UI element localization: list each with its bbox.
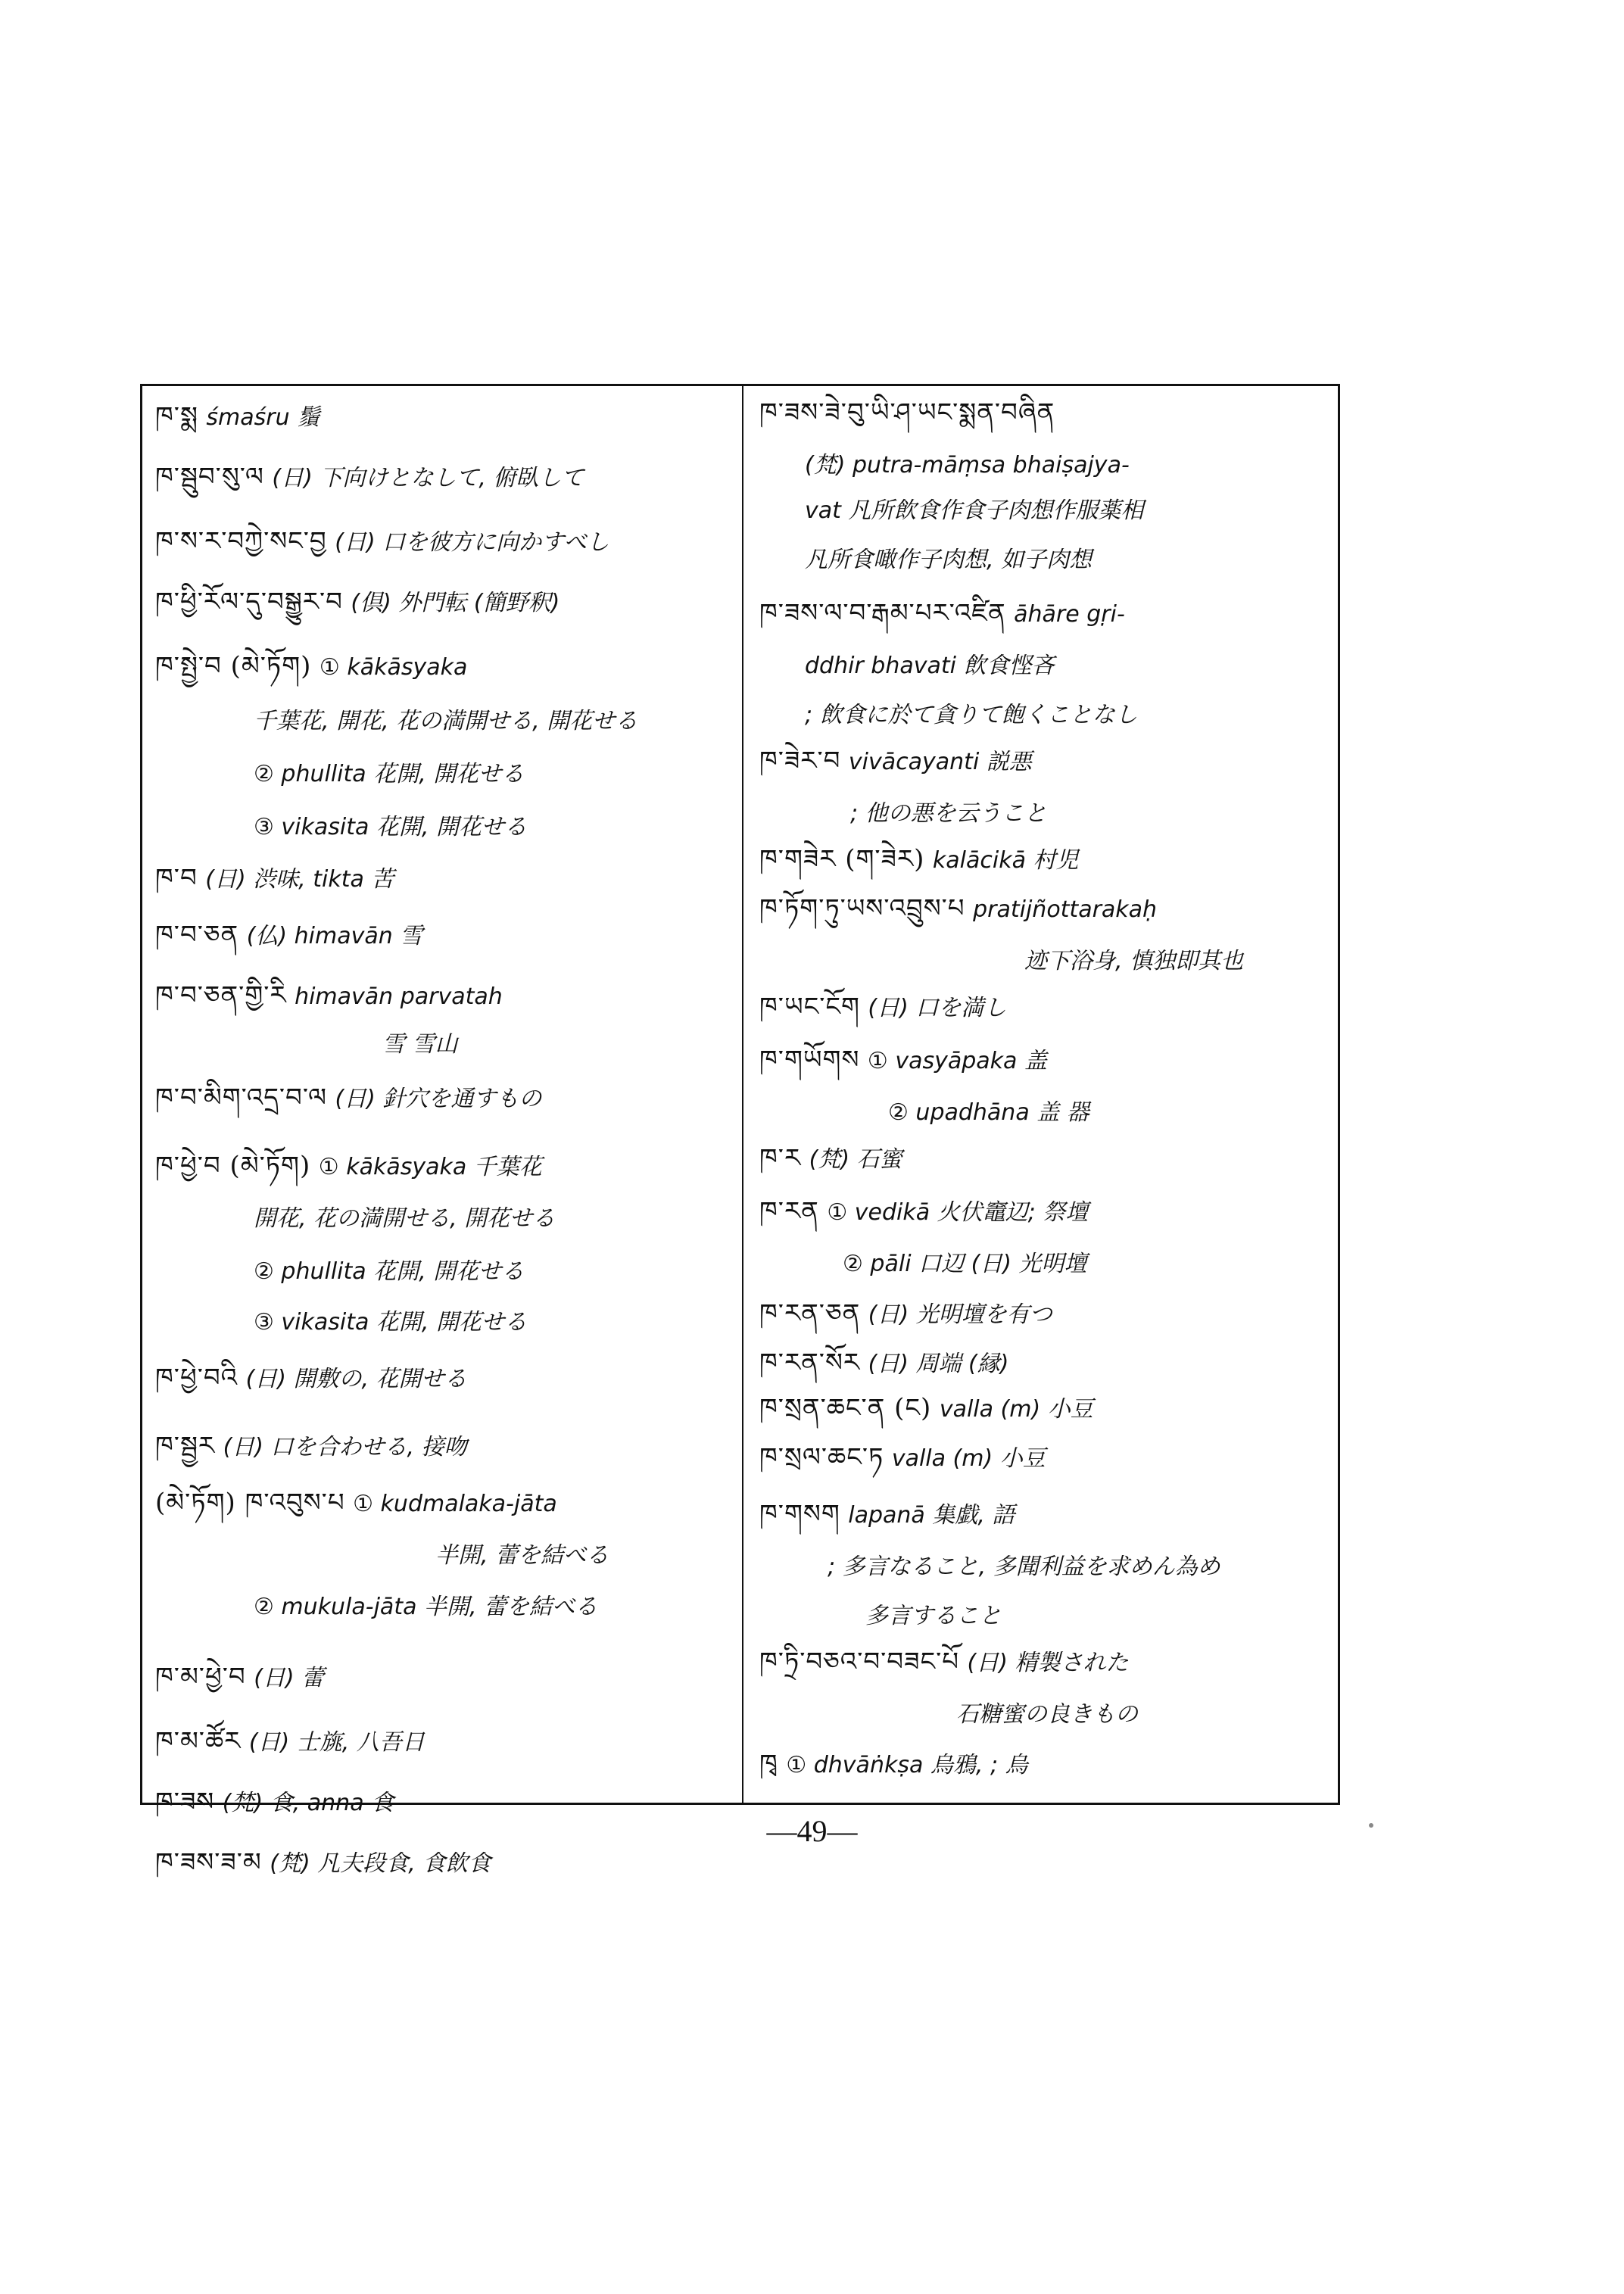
left-dictionary-entry [155,526,609,558]
left-continuation: ③ vikasita 花開, 開花せる [254,814,527,840]
entry-gloss: ① kākāsyaka [319,654,468,681]
tibetan-headword: ཁ་སྨ [155,401,198,432]
tibetan-headword: ཁ་ཟེར་བ [759,746,841,776]
entry-gloss: ① kākāsyaka 千葉花 [318,1154,542,1180]
left-continuation: 半開, 蕾を結べる [435,1542,609,1569]
right-dictionary-entry [759,1647,1128,1678]
right-dictionary-entry [759,1348,1008,1379]
right-continuation: ② upadhāna 盖 器 [888,1099,1089,1126]
tibetan-headword: ཁ་སྲན་ཆང་ན (ང) [759,1393,932,1423]
entry-gloss: (梵) 凡夫段食, 食飲食 [270,1850,491,1877]
right-dictionary-entry [759,1298,1052,1330]
right-continuation: 多言すること [865,1603,1002,1629]
right-dictionary-entry [759,397,1055,429]
right-continuation: (梵) putra-māṃsa bhaiṣajya- [805,452,1130,478]
right-dictionary-entry [759,1045,1047,1077]
entry-gloss: ① vasyāpaka 盖 [867,1048,1047,1074]
entry-gloss: lapanā 集戯, 語 [848,1502,1015,1529]
left-dictionary-entry [155,1151,542,1183]
left-continuation: ③ vikasita 花開, 開花せる [254,1309,527,1336]
entry-gloss: (仏) himavān 雪 [246,923,423,949]
tibetan-headword: ཁ་གཟེར (ག་ཟེར) [759,844,925,874]
entry-gloss: (日) 光明壇を有つ [868,1301,1052,1328]
entry-gloss: vivācayanti 説悪 [848,749,1032,775]
left-continuation: 千葉花, 開花, 花の満開せる, 開花せる [254,708,638,734]
entry-gloss: (梵) 石蜜 [809,1146,902,1173]
entry-gloss: himavān parvatah [295,983,503,1010]
entry-gloss: (日) 蕾 [254,1665,325,1691]
left-dictionary-entry [155,401,320,433]
entry-gloss: ① dhvāṅkṣa 烏鴉, ; 烏 [786,1752,1028,1778]
left-continuation: ② phullita 花開, 開花せる [254,761,525,787]
left-dictionary-entry [155,1847,491,1879]
tibetan-headword: ཁ་ཟས་ཟེ་བུ་ཡི་ཤ་ཡང་སྨན་བཞིན [759,397,1055,428]
left-dictionary-entry [155,1488,557,1519]
entry-gloss: kalācikā 村児 [932,847,1079,874]
tibetan-headword: ཁ་ཕྱེ་བའི [155,1363,238,1393]
tibetan-headword: ཁ་ར [759,1143,802,1173]
tibetan-headword: ཁྭ [759,1749,778,1779]
entry-gloss: āhāre gṛi- [1014,601,1125,628]
tibetan-headword: ཁ་མ་ཕྱེ་བ [155,1662,246,1692]
tibetan-headword: ཁ་རན་སོར [759,1348,861,1378]
left-dictionary-entry [155,863,394,895]
tibetan-headword: ཁ་ཕྱི་རོལ་དུ་བསྒྱུར་བ [155,587,343,617]
entry-gloss: ① vedikā 火伏竈辺; 祭壇 [827,1199,1089,1226]
entry-gloss: (日) 開敷の, 花開せる [245,1366,467,1392]
tibetan-headword: ཁ་ཟས [155,1787,215,1817]
right-continuation: vat 凡所飲食作食子肉想作服薬相 [805,497,1144,524]
right-dictionary-entry [759,1749,1028,1781]
left-dictionary-entry [155,1083,541,1114]
tibetan-headword: ཁ་ཕྱེ་བ (མེ་ཏོག) [155,1151,311,1181]
page-number: —49— [766,1814,858,1848]
tibetan-headword: ཁ་མ་ཚོར [155,1726,242,1756]
left-continuation: ② mukula-jāta 半開, 蕾を結べる [254,1594,598,1620]
right-continuation: ddhir bhavati 飲食悭吝 [805,653,1055,679]
right-continuation: ; 飲食に於て貪りて飽くことなし [805,702,1138,728]
entry-gloss: (日) 士旐, 八吾日 [248,1729,425,1756]
left-continuation: 開花, 花の満開せる, 開花せる [254,1205,556,1232]
tibetan-headword: ཁ་ཡང་ངོག [759,992,860,1022]
entry-gloss: (日) 口を合わせる, 接吻 [223,1434,467,1460]
tibetan-headword: ཁ་ཟས་ལ་བ་རྒམ་པར་འཛིན [759,598,1006,628]
entry-gloss: (日) 精製された [967,1650,1129,1676]
right-dictionary-entry [759,1393,1093,1425]
right-continuation: ; 多言なること, 多聞利益を求めん為め [828,1554,1220,1580]
entry-gloss: (日) 口を満し [868,995,1007,1021]
tibetan-headword: ཁ་ཟས་ཟ་མ [155,1847,262,1878]
tibetan-headword: ཁ་གསག [759,1499,840,1529]
tibetan-headword: ཁ་ས་ར་བཀྱེ་སང་བྱ [155,526,327,556]
scan-speck [1369,1823,1373,1828]
column-divider [742,384,743,1805]
left-dictionary-entry [155,1363,467,1395]
entry-gloss: (日) 口を彼方に向かすべし [335,529,609,556]
right-dictionary-entry [759,746,1032,778]
right-continuation: 石糖蜜の良きもの [956,1701,1138,1728]
tibetan-headword: ཁ་བ [155,863,198,893]
tibetan-headword: (མེ་ཏོག) ཁ་འབུས་པ [155,1488,345,1518]
entry-gloss: śmaśru 鬚 [206,404,320,431]
tibetan-headword: ཁ་རན [759,1196,819,1226]
tibetan-headword: ཁ་བ་མིག་འདྲ་བ་ལ [155,1083,327,1113]
entry-gloss: valla (m) 小豆 [939,1396,1093,1423]
right-continuation: ; 他の悪を云うこと [850,800,1047,827]
right-dictionary-entry [759,1499,1015,1531]
tibetan-headword: ཁ་ཏྲི་བཅའ་བ་བཟང་པོ [759,1647,960,1677]
tibetan-headword: ཁ་རན་ཅན [759,1298,861,1329]
entry-gloss: ① kudmalaka-jāta [353,1491,557,1517]
entry-gloss: (日) 下向けとなして, 俯臥して [272,465,584,491]
left-dictionary-entry [155,587,560,619]
tibetan-headword: ཁ་གཡོགས [759,1045,860,1075]
left-dictionary-entry [155,651,467,683]
left-dictionary-entry [155,1662,324,1694]
entry-gloss: (梵) 食, anna 食 [222,1790,394,1816]
tibetan-headword: ཁ་སྦྱར [155,1431,216,1461]
tibetan-headword: ཁ་སྲལ་ཆང་ཏ [759,1442,884,1473]
entry-gloss: pratijñottarakaḥ [973,896,1158,923]
entry-gloss: (日) 渋味, tikta 苦 [205,866,394,893]
left-dictionary-entry [155,1431,467,1463]
entry-gloss: (日) 針穴を通すもの [335,1086,542,1112]
right-dictionary-entry [759,844,1079,876]
right-dictionary-entry [759,992,1006,1024]
tibetan-headword: ཁ་བ་ཅན་གྱི་རི [155,980,287,1011]
right-dictionary-entry [759,1143,902,1175]
entry-gloss: (倶) 外門転 (簡野釈) [351,590,560,616]
right-continuation: 迹下浴身, 慎独即其也 [1024,948,1244,974]
left-dictionary-entry [155,1726,425,1758]
entry-gloss: (日) 周端 (縁) [868,1351,1009,1377]
left-dictionary-entry [155,462,584,494]
entry-gloss: valla (m) 小豆 [891,1445,1046,1472]
tibetan-headword: ཁ་སྤྱེ་བ (མེ་ཏོག) [155,651,312,681]
right-continuation: ② pāli 口辺 (日) 光明壇 [843,1251,1087,1277]
tibetan-headword: ཁ་ཏོག་ཏུ་ཡས་འབྲུས་པ [759,893,965,924]
left-dictionary-entry [155,980,503,1012]
right-continuation: 凡所食噉作子肉想, 如子肉想 [805,547,1093,573]
left-dictionary-entry [155,920,422,952]
tibetan-headword: ཁ་བ་ཅན [155,920,239,950]
right-dictionary-entry [759,893,1157,925]
tibetan-headword: ཁ་སྦུབ་སུ་ལ [155,462,264,492]
left-continuation: 雪 雪山 [382,1031,458,1058]
right-dictionary-entry [759,1442,1046,1474]
right-dictionary-entry [759,598,1125,630]
left-continuation: ② phullita 花開, 開花せる [254,1258,525,1285]
right-dictionary-entry [759,1196,1088,1228]
